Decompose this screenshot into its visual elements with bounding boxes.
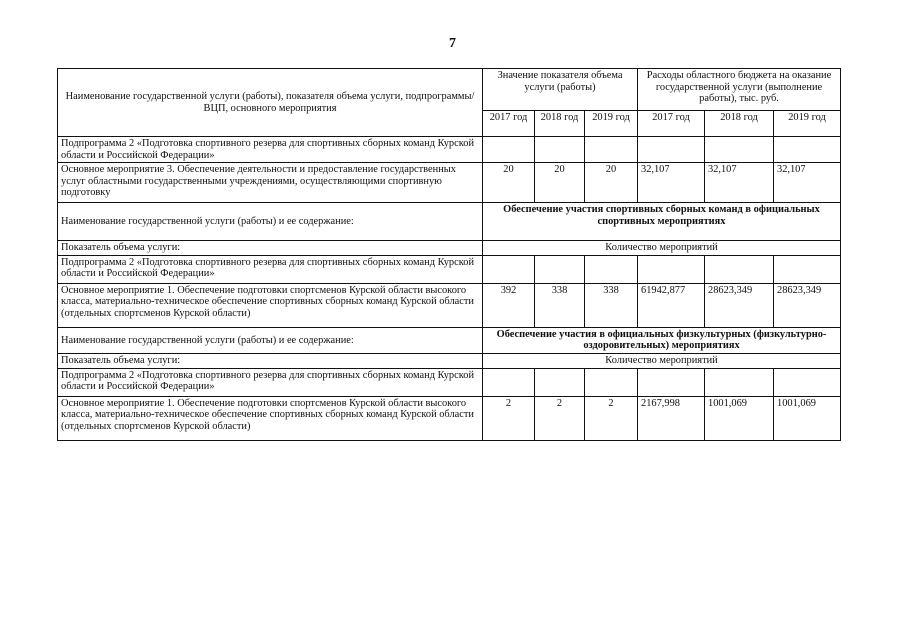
budget-value-cell [705, 255, 774, 283]
volume-value-cell [483, 137, 535, 163]
service-name-value: Обеспечение участия спортивных сборных команд в официальных спортивных мероприятиях [483, 203, 841, 241]
page-number: 7 [449, 36, 456, 51]
table-row [58, 396, 841, 440]
budget-value-cell [774, 255, 841, 283]
header-year-budget-2017: 2017 год [638, 111, 705, 137]
row-name-cell: Основное мероприятие 1. Обеспечение подготовки спортсменов Курской области высокого класса, материально-техническое обеспечение спортивных сборных команд Курской области (отдельных спортсменов Курской области) [58, 283, 483, 327]
header-budget-column: Расходы областного бюджета на оказание государственной услуги (выполнение работы), тыс. руб. [638, 69, 841, 111]
volume-value-cell: 2 [535, 396, 585, 440]
services-table [57, 68, 841, 441]
volume-value-cell [535, 368, 585, 396]
budget-value-cell [638, 368, 705, 396]
table-row [58, 241, 841, 256]
budget-value-cell [774, 137, 841, 163]
header-volume-column: Значение показателя объема услуги (работы) [483, 69, 638, 111]
volume-value-cell: 338 [585, 283, 638, 327]
service-name-label: Наименование государственной услуги (работы) и ее содержание: [58, 203, 483, 241]
budget-value-cell [774, 368, 841, 396]
volume-value-cell [585, 368, 638, 396]
volume-value-cell [585, 137, 638, 163]
budget-value-cell [705, 137, 774, 163]
indicator-label: Показатель объема услуги: [58, 353, 483, 368]
row-name-cell: Основное мероприятие 1. Обеспечение подготовки спортсменов Курской области высокого класса, материально-техническое обеспечение спортивных сборных команд Курской области (отдельных спортсменов Курской области) [58, 396, 483, 440]
volume-value-cell [483, 255, 535, 283]
row-name-cell: Основное мероприятие 3. Обеспечение деятельности и предоставление государственных услуг областными государственными учреждениями, осуществляющими спортивную подготовку [58, 163, 483, 203]
budget-value-cell [638, 137, 705, 163]
table-row [58, 327, 841, 353]
table-row [58, 137, 841, 163]
table-row [58, 163, 841, 203]
service-name-value: Обеспечение участия в официальных физкультурных (физкультурно-оздоровительных) мероприятиях [483, 327, 841, 353]
header-year-budget-2019: 2019 год [774, 111, 841, 137]
volume-value-cell [483, 368, 535, 396]
header-year-volume-2017: 2017 год [483, 111, 535, 137]
volume-value-cell: 2 [585, 396, 638, 440]
volume-value-cell: 20 [535, 163, 585, 203]
header-year-budget-2018: 2018 год [705, 111, 774, 137]
budget-value-cell: 1001,069 [774, 396, 841, 440]
volume-value-cell: 20 [585, 163, 638, 203]
budget-value-cell: 28623,349 [705, 283, 774, 327]
volume-value-cell: 20 [483, 163, 535, 203]
budget-value-cell [705, 368, 774, 396]
table-row [58, 353, 841, 368]
volume-value-cell: 2 [483, 396, 535, 440]
table-row [58, 283, 841, 327]
budget-value-cell: 32,107 [705, 163, 774, 203]
budget-value-cell: 1001,069 [705, 396, 774, 440]
indicator-label: Показатель объема услуги: [58, 241, 483, 256]
row-name-cell: Подпрограмма 2 «Подготовка спортивного резерва для спортивных сборных команд Курской области и Российской Федерации» [58, 255, 483, 283]
header-name-column: Наименование государственной услуги (работы), показателя объема услуги, подпрограммы/ВЦП, основного мероприятия [58, 69, 483, 137]
table-row [58, 203, 841, 241]
row-name-cell: Подпрограмма 2 «Подготовка спортивного резерва для спортивных сборных команд Курской области и Российской Федерации» [58, 368, 483, 396]
service-name-label: Наименование государственной услуги (работы) и ее содержание: [58, 327, 483, 353]
volume-value-cell [535, 137, 585, 163]
row-name-cell: Подпрограмма 2 «Подготовка спортивного резерва для спортивных сборных команд Курской области и Российской Федерации» [58, 137, 483, 163]
budget-value-cell: 28623,349 [774, 283, 841, 327]
budget-value-cell: 61942,877 [638, 283, 705, 327]
budget-value-cell: 2167,998 [638, 396, 705, 440]
volume-value-cell: 338 [535, 283, 585, 327]
indicator-value: Количество мероприятий [483, 353, 841, 368]
header-year-volume-2019: 2019 год [585, 111, 638, 137]
budget-value-cell [638, 255, 705, 283]
volume-value-cell [585, 255, 638, 283]
header-year-volume-2018: 2018 год [535, 111, 585, 137]
table-row [58, 368, 841, 396]
budget-value-cell: 32,107 [774, 163, 841, 203]
budget-value-cell: 32,107 [638, 163, 705, 203]
volume-value-cell: 392 [483, 283, 535, 327]
table-row [58, 255, 841, 283]
volume-value-cell [535, 255, 585, 283]
indicator-value: Количество мероприятий [483, 241, 841, 256]
